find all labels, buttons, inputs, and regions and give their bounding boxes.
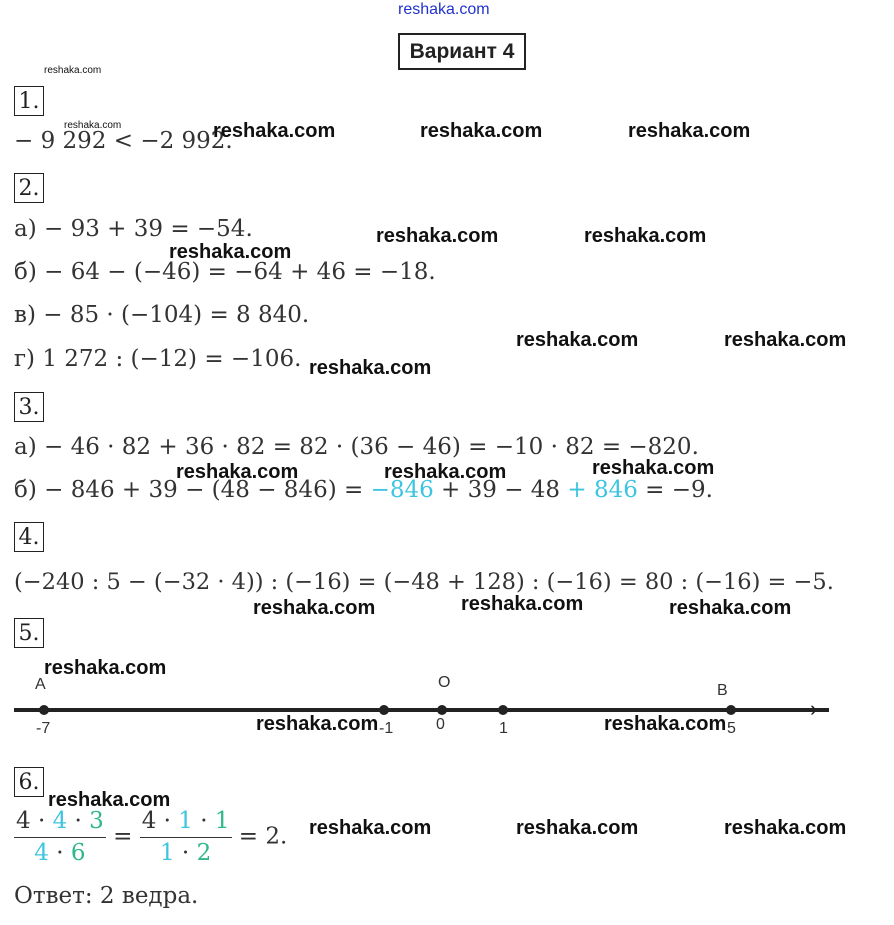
task2d: г) 1 272 : (−12) = −106. (14, 346, 302, 372)
watermark: reshaka.com (420, 120, 543, 142)
task-number-5: 5. (14, 618, 44, 648)
t3b-highlight: −846 (370, 477, 434, 503)
watermark: reshaka.com (724, 817, 847, 839)
term: 1 (178, 808, 193, 834)
term: 2 (196, 840, 212, 866)
t3b-part: + 39 − 48 (433, 477, 568, 503)
task4: (−240 : 5 − (−32 · 4)) : (−16) = (−48 + 128) : (−16) = 80 : (−16) = −5. (14, 569, 834, 595)
term: 4 (52, 808, 68, 834)
t3b-highlight: + 846 (567, 477, 638, 503)
equals: = (105, 823, 140, 850)
number-line (14, 708, 829, 712)
task-number-1: 1. (14, 86, 44, 116)
t3b-part: = −9. (637, 477, 713, 503)
tick-label: -7 (36, 720, 51, 737)
task-number-6: 6. (14, 767, 44, 797)
watermark: reshaka.com (669, 597, 792, 619)
tick-label: -1 (379, 720, 394, 737)
term: · (48, 840, 71, 866)
task2a: а) − 93 + 39 = −54. (14, 216, 253, 242)
watermark: reshaka.com (169, 241, 292, 263)
point-minus-1 (379, 705, 389, 715)
watermark: reshaka.com (309, 357, 432, 379)
term: 1 (159, 840, 175, 866)
point-a (39, 705, 49, 715)
task2c: в) − 85 · (−104) = 8 840. (14, 302, 310, 328)
watermark: reshaka.com (461, 593, 584, 615)
term: 6 (70, 840, 86, 866)
watermark: reshaka.com (516, 817, 639, 839)
term: · (67, 808, 90, 834)
task-number-3: 3. (14, 392, 44, 422)
task-number-4: 4. (14, 522, 44, 552)
task3b (14, 479, 713, 502)
watermark: reshaka.com (516, 329, 639, 351)
task3a: а) − 46 · 82 + 36 · 82 = 82 · (36 − 46) = −10 · 82 = −820. (14, 434, 699, 460)
fraction-left (14, 810, 106, 865)
watermark: reshaka.com (48, 789, 171, 811)
watermark: reshaka.com (253, 597, 376, 619)
watermark: reshaka.com (384, 461, 507, 483)
watermark: reshaka.com (592, 457, 715, 479)
watermark: reshaka.com (604, 713, 727, 735)
term: · (192, 808, 215, 834)
result: = 2. (231, 823, 288, 850)
term: 4 (34, 840, 49, 866)
point-b (726, 705, 736, 715)
watermark: reshaka.com (176, 461, 299, 483)
term: 3 (89, 808, 104, 834)
term: 4 · (16, 808, 53, 834)
watermark: reshaka.com (309, 817, 432, 839)
task1-solution: − 9 292 < −2 992. (14, 128, 233, 154)
point-name: O (438, 674, 451, 691)
task2b: б) − 64 − (−46) = −64 + 46 = −18. (14, 259, 436, 285)
term: · (174, 840, 197, 866)
answer: Ответ: 2 ведра. (14, 883, 199, 909)
watermark: reshaka.com (64, 120, 122, 131)
tick-label: 0 (436, 716, 445, 733)
tick-label: 5 (727, 720, 736, 737)
t3b-part: б) − 846 + 39 − (48 − 846) = (14, 477, 371, 503)
point-1 (498, 705, 508, 715)
arrow-icon: › (810, 696, 818, 721)
watermark: reshaka.com (213, 120, 336, 142)
watermark: reshaka.com (256, 713, 379, 735)
watermark: reshaka.com (44, 65, 102, 76)
fraction-right (140, 810, 232, 865)
page-title: Вариант 4 (398, 33, 526, 70)
watermark: reshaka.com (628, 120, 751, 142)
watermark: reshaka.com (724, 329, 847, 351)
task-number-2: 2. (14, 173, 44, 203)
point-name: A (35, 676, 46, 693)
term: 1 (214, 808, 230, 834)
point-name: B (717, 682, 728, 699)
watermark: reshaka.com (398, 1, 490, 18)
point-o (437, 705, 447, 715)
term: 4 · (141, 808, 179, 834)
watermark: reshaka.com (376, 225, 499, 247)
tick-label: 1 (499, 720, 508, 737)
task6-fraction (14, 810, 287, 865)
watermark: reshaka.com (584, 225, 707, 247)
watermark: reshaka.com (44, 657, 167, 679)
